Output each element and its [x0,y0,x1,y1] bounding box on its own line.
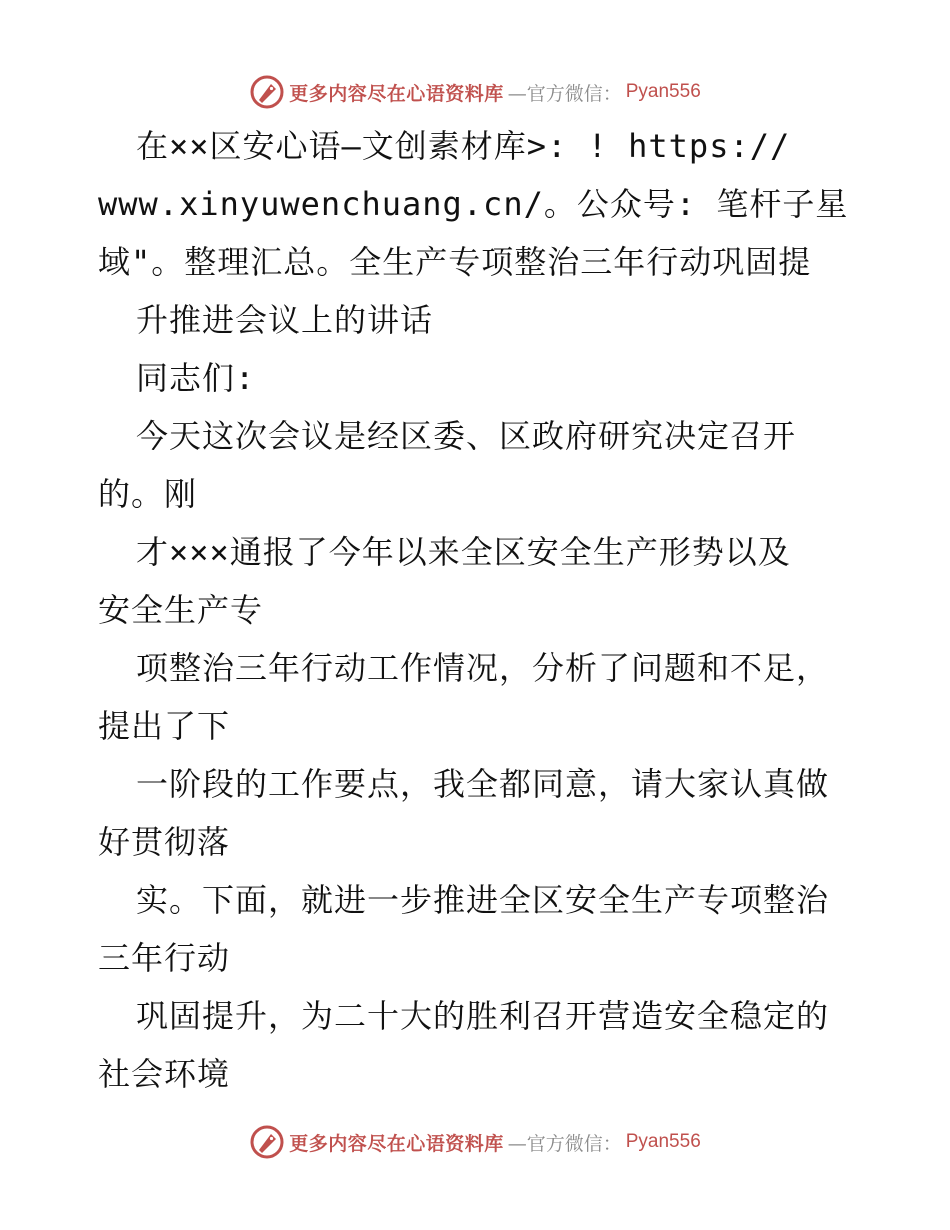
doc-line: 项整治三年行动工作情况，分析了问题和不足， [136,649,830,687]
pen-nib-icon [249,1124,285,1160]
banner-wechat-label: —官方微信： [507,82,622,105]
doc-line: 三年行动 [98,939,231,977]
doc-line: 域"。整理汇总。全生产专项整治三年行动巩固提 [98,243,812,281]
banner-wechat-label: —官方微信： [507,1132,622,1155]
doc-line: 安全生产专 [98,591,264,629]
doc-line: 同志们: [136,359,256,397]
pen-nib-icon [249,74,285,110]
doc-line: 才×××通报了今年以来全区安全生产形势以及 [136,533,791,571]
doc-line: 今天这次会议是经区委、区政府研究决定召开 [136,417,797,455]
doc-line: 巩固提升，为二十大的胜利召开营造安全稳定的 [136,997,830,1035]
banner-title: 更多内容尽在心语资料库 [289,1132,504,1155]
doc-line: 的。刚 [98,475,198,513]
banner-wechat-id: Pyan556 [625,81,701,102]
banner-wechat-id: Pyan556 [625,1131,701,1152]
footer-banner [0,1122,950,1162]
banner-title: 更多内容尽在心语资料库 [289,82,504,105]
document-body [98,117,858,1103]
header-banner [0,72,950,112]
doc-line: 一阶段的工作要点，我全都同意，请大家认真做 [136,765,830,803]
doc-line: 提出了下 [98,707,231,745]
doc-line: 社会环境 [98,1055,231,1093]
doc-line: 好贯彻落 [98,823,231,861]
doc-line: www.xinyuwenchuang.cn/。公众号: 笔杆子星 [98,185,849,223]
doc-line: 在××区安心语—文创素材库>: ! https:// [136,127,791,165]
doc-line: 实。下面，就进一步推进全区安全生产专项整治 [136,881,830,919]
doc-line: 升推进会议上的讲话 [136,301,434,339]
